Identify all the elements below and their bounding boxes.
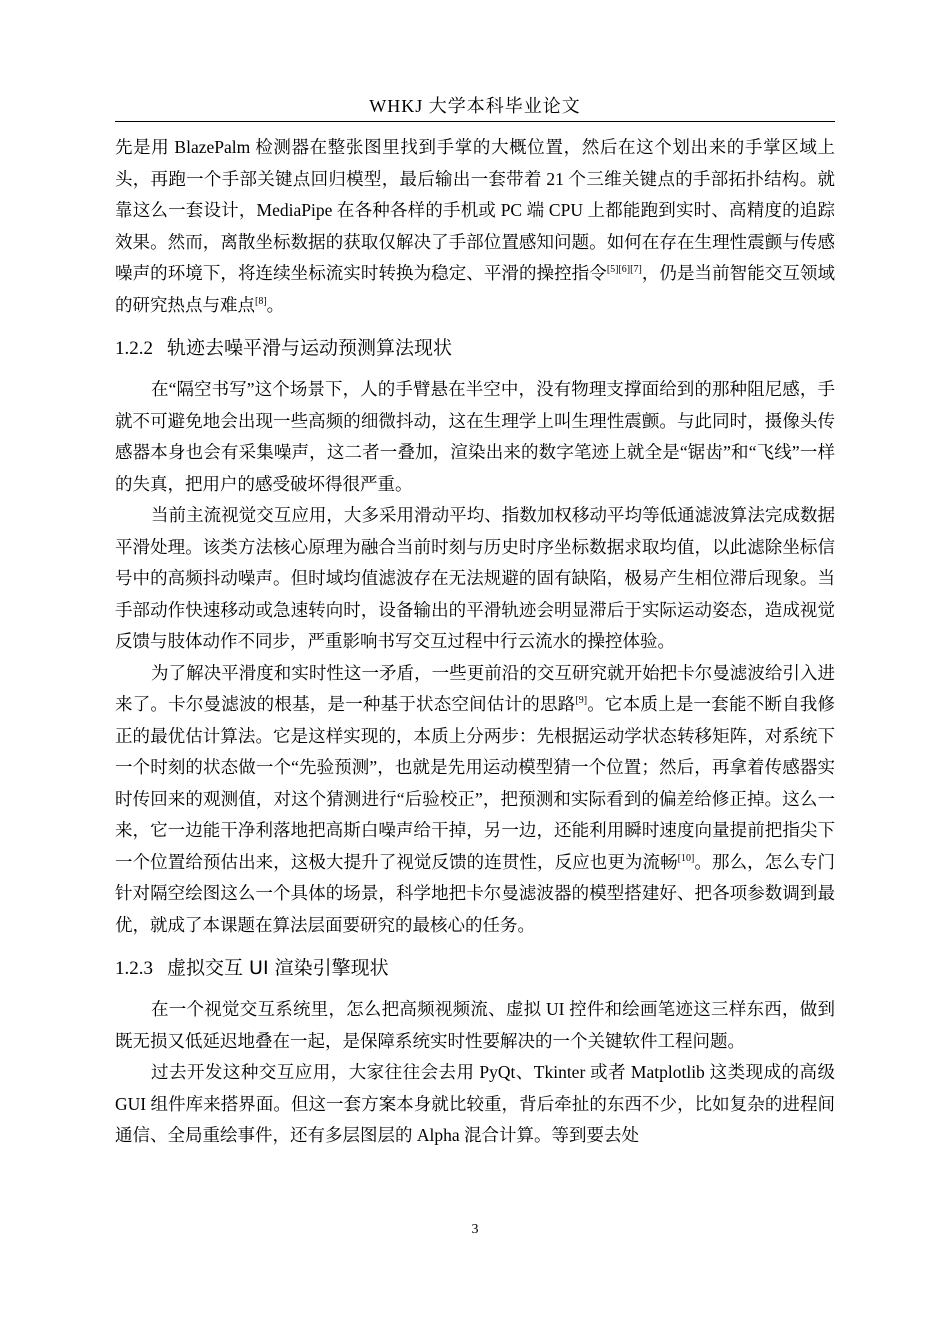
paragraph: [115, 132, 835, 321]
header-rule: [115, 121, 835, 122]
section-title: 轨迹去噪平滑与运动预测算法现状: [167, 337, 453, 359]
citation: [5][6][7]: [606, 264, 642, 276]
section-heading: [115, 333, 835, 364]
page-number: 3: [471, 1222, 479, 1237]
page-body: [115, 132, 835, 1152]
paragraph-text: 为了解决平滑度和实时性这一矛盾，一些更前沿的交互研究就开始把卡尔曼滤波给引入进来了。卡尔曼滤波的根基，是一种基于状态空间估计的思路: [115, 662, 835, 714]
paragraph-text: ，仍是当前智能交互领域的研究热点与难点: [115, 263, 836, 315]
paragraph-text: 。它本质上是一套能不断自我修正的最优估计算法。它是这样实现的，本质上分两步：先根据运动学状态转移矩阵，对系统下一个时刻的状态做一个“先验预测”，也就是先用运动模型猜一个位置；然后，再拿着传感器实时传回来的观测值，对这个猜测进行“后验校正”，把预测和实际看到的偏差给修正掉。这么一来，它一边能干净利落地把高斯白噪声给干掉，另一边，还能利用瞬时速度向量提前把指尖下一个位置给预估出来，这极大提升了视觉反馈的连贯性，反应也更为流畅: [115, 694, 836, 872]
citation: [8]: [255, 295, 267, 307]
section-heading: [115, 953, 835, 984]
paragraph: 在一个视觉交互系统里，怎么把高频视频流、虚拟 UI 控件和绘画笔迹这三样东西，做到既无损又低延迟地叠在一起，是保障系统实时性要解决的一个关键软件工程问题。: [115, 999, 835, 1051]
running-header: WHKJ 大学本科毕业论文: [369, 96, 581, 116]
paragraph-text: 先是用 BlazePalm 检测器在整张图里找到手掌的大概位置，然后在这个划出来的手掌区域上头，再跑一个手部关键点回归模型，最后输出一套带着 21 个三维关键点的手部拓扑结构。就靠这么一套设计，MediaPipe 在各种各样的手机或 PC 端 CPU 上都能跑到实时、高精度的追踪效果。然而，离散坐标数据的获取仅解决了手部位置感知问题。如何在存在生理性震颤与传感噪声的环境下，将连续坐标流实时转换为稳定、平滑的操控指令: [115, 137, 835, 283]
section-title: 虚拟交互 UI 渲染引擎现状: [167, 957, 389, 979]
citation: [9]: [575, 695, 588, 707]
paragraph: 过去开发这种交互应用，大家往往会去用 PyQt、Tkinter 或者 Matplotlib 这类现成的高级 GUI 组件库来搭界面。但这一套方案本身就比较重，背后牵扯的东西不少，比如复杂的进程间通信、全局重绘事件，还有多层图层的 Alpha 混合计算。等到要去处: [115, 1062, 835, 1145]
section-number: 1.2.3: [115, 958, 153, 979]
paragraph-text: 。: [266, 294, 285, 315]
paragraph-text: 。那么，怎么专门针对隔空绘图这么一个具体的场景，科学地把卡尔曼滤波器的模型搭建好、把各项参数调到最优，就成了本课题在算法层面要研究的最核心的任务。: [115, 851, 836, 935]
citation: [10]: [677, 852, 695, 864]
paragraph: 在“隔空书写”这个场景下，人的手臂悬在半空中，没有物理支撑面给到的那种阻尼感，手就不可避免地会出现一些高频的细微抖动，这在生理学上叫生理性震颤。与此同时，摄像头传感器本身也会有采集噪声，这二者一叠加，渲染出来的数字笔迹上就全是“锯齿”和“飞线”一样的失真，把用户的感受破坏得很严重。: [115, 379, 835, 494]
section-number: 1.2.2: [115, 338, 153, 359]
paragraph: [115, 658, 835, 942]
paragraph: 当前主流视觉交互应用，大多采用滑动平均、指数加权移动平均等低通滤波算法完成数据平滑处理。该类方法核心原理为融合当前时刻与历史时序坐标数据求取均值，以此滤除坐标信号中的高频抖动噪声。但时域均值滤波存在无法规避的固有缺陷，极易产生相位滞后现象。当手部动作快速移动或急速转向时，设备输出的平滑轨迹会明显滞后于实际运动姿态，造成视觉反馈与肢体动作不同步，严重影响书写交互过程中行云流水的操控体验。: [115, 505, 835, 651]
